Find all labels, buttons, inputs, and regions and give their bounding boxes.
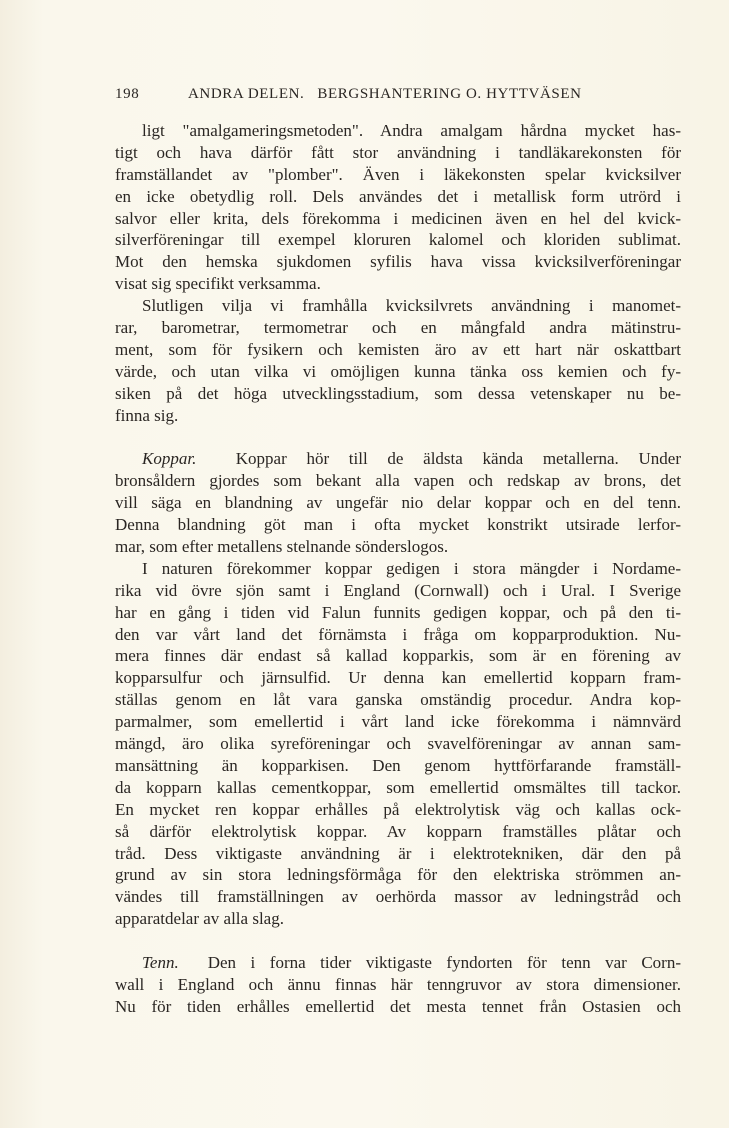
- text-line: [115, 952, 681, 974]
- line-text: vill säga en blandning av ungefär nio delar koppar och en del tenn.: [115, 493, 681, 513]
- text-line: [115, 624, 681, 646]
- line-text: grund av sin stora ledningsförmåga för den elektriska strömmen an-: [115, 865, 681, 885]
- text-line: [115, 361, 681, 383]
- paragraph: [115, 448, 681, 557]
- text-section: [115, 448, 681, 930]
- text-line: [115, 317, 681, 339]
- text-line: [115, 733, 681, 755]
- line-text: en icke obetydlig roll. Dels användes det i metallisk form utrörd i: [115, 186, 681, 206]
- text-line: [115, 602, 681, 624]
- line-text: apparatdelar av alla slag.: [115, 909, 284, 929]
- text-line: [115, 164, 681, 186]
- line-text: mansättning än kopparkisen. Den genom hyttförfarande framställ-: [115, 755, 681, 775]
- text-line: [115, 186, 681, 208]
- text-line: [115, 755, 681, 777]
- line-text: värde, och utan vilka vi omöjligen kunna tänka oss kemien och fy-: [115, 361, 681, 381]
- running-title: ANDRA DELEN. BERGSHANTERING O. HYTTVÄSEN: [188, 86, 582, 102]
- line-text: siken på det höga utvecklingsstadium, som dessa vetenskaper nu be-: [115, 383, 681, 403]
- text-line: [115, 974, 681, 996]
- page-number: 198: [115, 86, 140, 102]
- line-text: parmalmer, som emellertid i vårt land icke förekomma i nämnvärd: [115, 712, 681, 732]
- line-text: tråd. Dess viktigaste användning är i elektrotekniken, där den på: [115, 843, 681, 863]
- line-text: ment, som för fysikern och kemisten äro av ett hart när oskattbart: [115, 339, 681, 359]
- text-line: [115, 514, 681, 536]
- line-text: I naturen förekommer koppar gedigen i stora mängder i Nordame-: [142, 558, 681, 578]
- paragraph: [115, 558, 681, 930]
- line-text: Mot den hemska sjukdomen syfilis hava vissa kvicksilverföreningar: [115, 252, 681, 272]
- text-line: [115, 208, 681, 230]
- text-line: [115, 339, 681, 361]
- text-line: [115, 492, 681, 514]
- paragraph: [115, 952, 681, 1018]
- text-line: [115, 251, 681, 273]
- line-text: rar, barometrar, termometrar och en mångfald andra mätinstru-: [115, 318, 681, 338]
- line-text: silverföreningar till exempel kloruren kalomel och kloriden sublimat.: [115, 230, 681, 250]
- text-line: [115, 864, 681, 886]
- text-line: [115, 405, 681, 427]
- text-line: [115, 295, 681, 317]
- paragraph: [115, 295, 681, 426]
- text-line: [115, 689, 681, 711]
- line-text: framställandet av "plomber". Även i läkekonsten spelar kvicksilver: [115, 164, 681, 184]
- text-line: [115, 470, 681, 492]
- text-line: [115, 448, 681, 470]
- text-line: [115, 777, 681, 799]
- line-text: En mycket ren koppar erhålles på elektrolytisk väg och kallas ock-: [115, 799, 681, 819]
- line-text: wall i England och ännu finnas här tenngruvor av stora dimensioner.: [115, 974, 681, 994]
- text-line: [115, 908, 681, 930]
- line-text: den var vårt land det förnämsta i fråga om kopparproduktion. Nu-: [115, 624, 681, 644]
- section-heading: Koppar.: [142, 449, 197, 469]
- text-line: [115, 996, 681, 1018]
- line-text: Denna blandning göt man i ofta mycket konstrikt utsirade lerfor-: [115, 515, 681, 535]
- text-line: [115, 711, 681, 733]
- text-line: [115, 886, 681, 908]
- text-line: [115, 799, 681, 821]
- text-line: [115, 229, 681, 251]
- text-line: [115, 645, 681, 667]
- paragraph: [115, 120, 681, 295]
- text-line: [115, 558, 681, 580]
- text-line: [115, 843, 681, 865]
- line-text: kopparsulfur och järnsulfid. Ur denna kan emellertid kopparn fram-: [115, 668, 681, 688]
- line-text: Slutligen vilja vi framhålla kvicksilvrets användning i manomet-: [142, 296, 681, 316]
- line-text: ställas genom en låt vara ganska omständig procedur. Andra kop-: [115, 690, 681, 710]
- line-text: så därför elektrolytisk koppar. Av kopparn framställes plåtar och: [115, 821, 681, 841]
- text-line: [115, 821, 681, 843]
- text-line: [115, 580, 681, 602]
- line-text: salvor eller krita, dels förekomma i medicinen även en hel del kvick-: [115, 208, 681, 228]
- line-text: visat sig specifikt verksamma.: [115, 274, 321, 294]
- line-text: da kopparn kallas cementkoppar, som emellertid omsmältes till tackor.: [115, 777, 681, 797]
- line-text: mar, som efter metallens stelnande sönderslogos.: [115, 537, 449, 557]
- line-text: har en gång i tiden vid Falun funnits gedigen koppar, och på den ti-: [115, 602, 681, 622]
- line-text: rika vid övre sjön samt i England (Cornwall) och i Ural. I Sverige: [115, 580, 681, 600]
- text-line: [115, 667, 681, 689]
- line-text: vändes till framställningen av oerhörda massor av ledningstråd och: [115, 887, 681, 907]
- text-line: [115, 383, 681, 405]
- line-text: ligt "amalgameringsmetoden". Andra amalgam hårdna mycket has-: [142, 121, 681, 140]
- text-section: [115, 952, 681, 1018]
- line-text: finna sig.: [115, 405, 179, 425]
- line-text: mera finnes där endast så kallad kopparkis, som är en förening av: [115, 646, 681, 666]
- line-text: bronsåldern gjordes som bekant alla vapen och redskap av brons, det: [115, 471, 681, 491]
- line-text: Nu för tiden erhålles emellertid det mesta tennet från Ostasien och: [115, 996, 681, 1016]
- text-line: [115, 273, 681, 295]
- line-text: mängd, äro olika syreföreningar och svavelföreningar av annan sam-: [115, 734, 681, 754]
- line-text: Den i forna tider viktigaste fyndorten för tenn var Corn-: [207, 953, 681, 973]
- text-line: [115, 142, 681, 164]
- page-body: [115, 120, 681, 1018]
- line-text: Koppar hör till de äldsta kända metallerna. Under: [235, 449, 682, 469]
- text-line: [115, 120, 681, 142]
- line-text: tigt och hava därför fått stor användning i tandläkarekonsten för: [115, 142, 681, 162]
- text-line: [115, 536, 681, 558]
- section-heading: Tenn.: [142, 953, 179, 973]
- text-section: [115, 120, 681, 426]
